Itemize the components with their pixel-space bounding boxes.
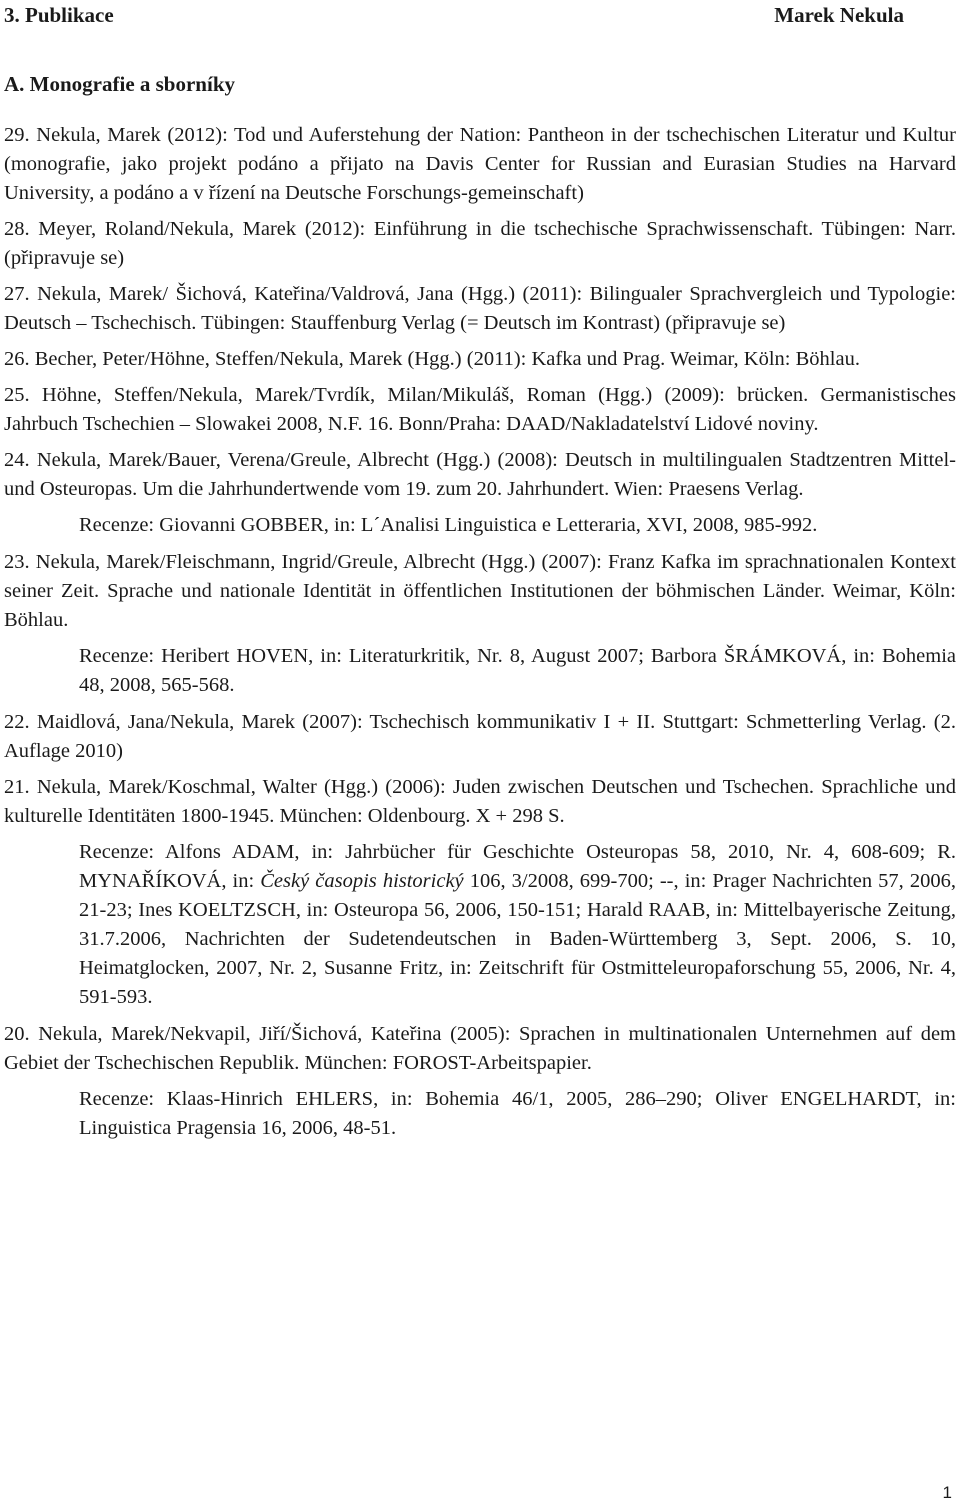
- publication-entry-21: 21. Nekula, Marek/Koschmal, Walter (Hgg.) (2006): Juden zwischen Deutschen und Tschechen. Sprachliche und kulturelle Identitäten 1800-1945. München: Oldenbourg. X + 298 S.: [4, 776, 956, 827]
- publication-entry-20: 20. Nekula, Marek/Nekvapil, Jiří/Šichová, Kateřina (2005): Sprachen in multinationalen Unternehmen auf dem Gebiet der Tschechischen Republik. München: FOROST-Arbeitspapier.: [4, 1023, 956, 1074]
- publication-entry-26: 26. Becher, Peter/Höhne, Steffen/Nekula, Marek (Hgg.) (2011): Kafka und Prag. Weimar, Köln: Böhlau.: [4, 348, 860, 370]
- publication-entry-27: 27. Nekula, Marek/ Šichová, Kateřina/Valdrová, Jana (Hgg.) (2011): Bilingualer Sprachvergleich und Typologie: Deutsch – Tschechisch. Tübingen: Stauffenburg Verlag (= Deutsch im Kontrast) (připravuje se): [4, 283, 956, 334]
- journal-title: Český časopis historický: [260, 870, 464, 892]
- publication-entry-29: 29. Nekula, Marek (2012): Tod und Auferstehung der Nation: Pantheon in der tschechischen Literatur und Kultur (monografie, jako projekt podáno a přijato na Davis Center for Russian and Eurasian Studies na Harvard University, a podáno a v řízení na Deutsche Forschungs-gemeinschaft): [4, 124, 956, 204]
- publication-entry-24: 24. Nekula, Marek/Bauer, Verena/Greule, Albrecht (Hgg.) (2008): Deutsch in multilingualen Stadtzentren Mittel- und Osteuropas. Um die Jahrhundertwende vom 19. zum 20. Jahrhundert. Wien: Praesens Verlag.: [4, 449, 956, 500]
- publication-entry-23: 23. Nekula, Marek/Fleischmann, Ingrid/Greule, Albrecht (Hgg.) (2007): Franz Kafka im sprachnationalen Kontext seiner Zeit. Sprache und nationale Identität in öffentlichen Institutionen der böhmischen Länder. Weimar, Köln: Böhlau.: [4, 551, 956, 631]
- review-entry-20: Recenze: Klaas-Hinrich EHLERS, in: Bohemia 46/1, 2005, 286–290; Oliver ENGELHARDT, in: Linguistica Pragensia 16, 2006, 48-51.: [79, 1088, 956, 1139]
- review-text-before: Recenze: Alfons ADAM, in: Jahrbücher für Geschichte Osteuropas 58, 2010, Nr. 4, 608-609; R. MYNAŘÍKOVÁ, in:: [79, 841, 956, 892]
- publication-list: [4, 121, 956, 1151]
- subsection-title: A. Monografie a sborníky: [4, 72, 235, 96]
- review-text-after: 106, 3/2008, 699-700; --, in: Prager Nachrichten 57, 2006, 21-23; Ines KOELTZSCH, in: Osteuropa 56, 2006, 150-151; Harald RAAB, in: Mittelbayerische Zeitung, 31.7.2006, Nachrichten der Sudetendeutschen in Baden-Württemberg 3, Sept. 2006, S. 10, Heimatglocken, 2007, Nr. 2, Susanne Fritz, in: Zeitschrift für Ostmitteleuropaforschung 55, 2006, Nr. 4, 591-593.: [79, 870, 956, 1008]
- review-entry-24: Recenze: Giovanni GOBBER, in: L´Analisi Linguistica e Letteraria, XVI, 2008, 985-992.: [79, 514, 818, 536]
- author-name: Marek Nekula: [774, 2, 904, 27]
- section-title: 3. Publikace: [4, 2, 114, 27]
- review-entry-23: Recenze: Heribert HOVEN, in: Literaturkritik, Nr. 8, August 2007; Barbora ŠRÁMKOVÁ, in: Bohemia 48, 2008, 565-568.: [79, 645, 956, 696]
- publication-entry-22: 22. Maidlová, Jana/Nekula, Marek (2007): Tschechisch kommunikativ I + II. Stuttgart: Schmetterling Verlag. (2. Auflage 2010): [4, 711, 956, 762]
- review-entry-21: [79, 838, 956, 1012]
- page-number: 1: [942, 1483, 952, 1502]
- publication-entry-25: 25. Höhne, Steffen/Nekula, Marek/Tvrdík, Milan/Mikuláš, Roman (Hgg.) (2009): brücken. Germanistisches Jahrbuch Tschechien – Slowakei 2008, N.F. 16. Bonn/Praha: DAAD/Nakladatelství Lidové noviny.: [4, 384, 956, 435]
- publication-entry-28: 28. Meyer, Roland/Nekula, Marek (2012): Einführung in die tschechische Sprachwissenschaft. Tübingen: Narr. (připravuje se): [4, 218, 956, 269]
- page-header: [4, 0, 904, 30]
